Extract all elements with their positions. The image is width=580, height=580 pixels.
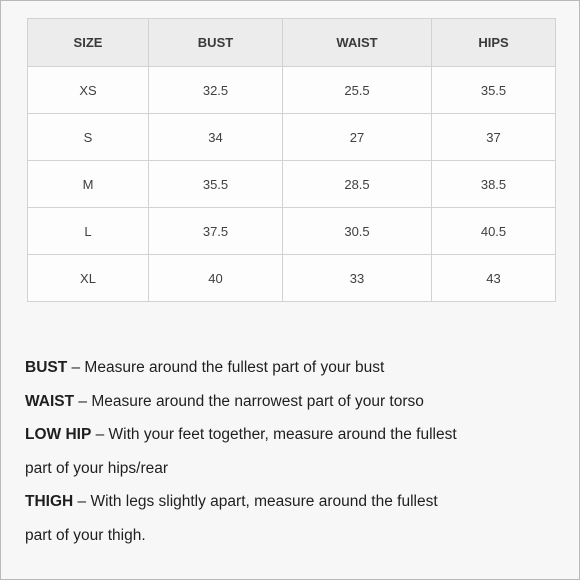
cell-hips: 40.5	[432, 208, 556, 255]
note-term: LOW HIP	[25, 426, 92, 443]
cell-size: M	[28, 161, 149, 208]
cell-bust: 34	[149, 114, 283, 161]
cell-bust: 32.5	[149, 67, 283, 114]
size-chart-table	[27, 18, 556, 302]
cell-bust: 35.5	[149, 161, 283, 208]
note-term: BUST	[25, 359, 68, 376]
measurement-notes	[25, 351, 565, 552]
table-row	[28, 161, 556, 208]
cell-hips: 35.5	[432, 67, 556, 114]
note-term: WAIST	[25, 392, 75, 410]
header-bust: BUST	[149, 19, 283, 67]
note-low-hip-continued	[25, 452, 565, 486]
cell-size: S	[28, 114, 149, 161]
note-text: – With legs slightly apart, measure around the fullest	[73, 493, 438, 510]
cell-bust: 37.5	[149, 208, 283, 255]
cell-bust: 40	[149, 255, 283, 302]
cell-size: XL	[28, 255, 149, 302]
table-row	[28, 208, 556, 255]
note-text: – Measure around the fullest part of your bust	[67, 359, 385, 376]
cell-hips: 37	[432, 114, 556, 161]
cell-hips: 43	[432, 255, 556, 302]
header-size: SIZE	[28, 19, 149, 67]
cell-size: XS	[28, 67, 149, 114]
cell-hips: 38.5	[432, 161, 556, 208]
table-row	[28, 67, 556, 114]
cell-waist: 33	[283, 255, 432, 302]
note-term: THIGH	[25, 493, 74, 510]
cell-waist: 28.5	[283, 161, 432, 208]
note-text: – With your feet together, measure around the fullest	[91, 426, 457, 443]
header-hips: HIPS	[432, 19, 556, 67]
note-thigh	[25, 485, 565, 519]
cell-size: L	[28, 208, 149, 255]
note-waist	[25, 385, 565, 419]
cell-waist: 25.5	[283, 67, 432, 114]
cell-waist: 27	[283, 114, 432, 161]
table-row	[28, 255, 556, 302]
header-waist: WAIST	[283, 19, 432, 67]
table-header-row	[28, 19, 556, 67]
note-low-hip	[25, 418, 565, 452]
note-text: part of your hips/rear	[25, 459, 169, 477]
table-row	[28, 114, 556, 161]
note-bust	[25, 351, 565, 385]
note-text: – Measure around the narrowest part of your torso	[74, 392, 424, 410]
note-text: part of your thigh.	[25, 526, 146, 544]
cell-waist: 30.5	[283, 208, 432, 255]
note-thigh-continued	[25, 519, 565, 553]
